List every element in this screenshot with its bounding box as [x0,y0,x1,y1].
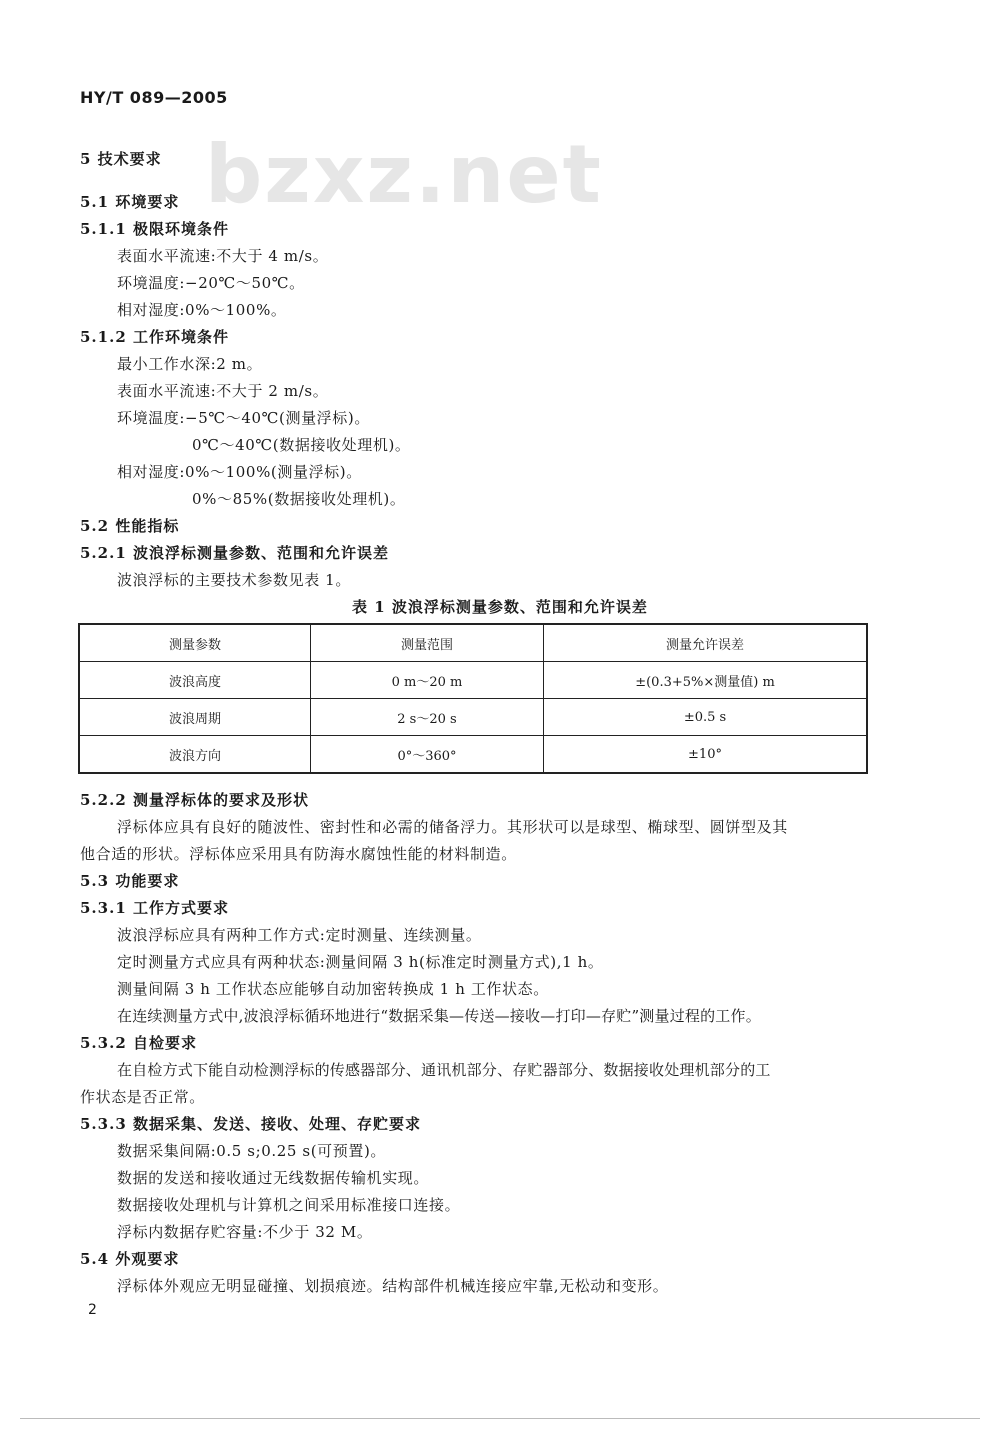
table-cell: 0°～360° [311,736,544,774]
section-5-3-3-title: 5.3.3 数据采集、发送、接收、处理、存贮要求 [80,1115,421,1133]
table-cell: ±(0.3+5%×测量值) m [544,662,868,699]
table-cell: ±0.5 s [544,699,868,736]
section-5-title: 5 技术要求 [80,150,162,168]
section-5-3-1-title: 5.3.1 工作方式要求 [80,899,229,917]
paragraph: 数据的发送和接收通过无线数据传输机实现。 [117,1169,430,1187]
paragraph: 0℃～40℃(数据接收处理机)。 [192,436,411,454]
paragraph: 环境温度:−20℃～50℃。 [117,274,305,292]
paragraph: 相对湿度:0%～100%(测量浮标)。 [117,463,362,481]
section-5-3-2-title: 5.3.2 自检要求 [80,1034,197,1052]
table-cell: 波浪高度 [79,662,311,699]
bottom-rule [20,1418,980,1419]
standard-number: HY/T 089—2005 [80,88,228,107]
paragraph: 浮标体应具有良好的随波性、密封性和必需的储备浮力。其形状可以是球型、椭球型、圆饼型及其 [117,818,788,836]
paragraph: 波浪浮标的主要技术参数见表 1。 [117,571,351,589]
table-row [79,699,867,736]
paragraph: 作状态是否正常。 [80,1088,205,1106]
paragraph: 测量间隔 3 h 工作状态应能够自动加密转换成 1 h 工作状态。 [117,980,549,998]
section-5-1-title: 5.1 环境要求 [80,193,180,211]
table-header-cell: 测量参数 [79,624,311,662]
paragraph: 表面水平流速:不大于 4 m/s。 [117,247,329,265]
section-5-3-title: 5.3 功能要求 [80,872,180,890]
table-1 [78,623,868,774]
paragraph: 浮标内数据存贮容量:不少于 32 M。 [117,1223,373,1241]
table-row [79,736,867,774]
table-header-row [79,624,867,662]
paragraph: 定时测量方式应具有两种状态:测量间隔 3 h(标准定时测量方式),1 h。 [117,953,604,971]
paragraph: 最小工作水深:2 m。 [117,355,263,373]
table-row [79,662,867,699]
paragraph: 表面水平流速:不大于 2 m/s。 [117,382,329,400]
table-cell: 2 s～20 s [311,699,544,736]
section-5-1-1-title: 5.1.1 极限环境条件 [80,220,229,238]
paragraph: 浮标体外观应无明显碰撞、划损痕迹。结构部件机械连接应牢靠,无松动和变形。 [117,1277,669,1295]
paragraph: 环境温度:−5℃～40℃(测量浮标)。 [117,409,370,427]
paragraph: 在自检方式下能自动检测浮标的传感器部分、通讯机部分、存贮器部分、数据接收处理机部分的工 [117,1061,771,1079]
table-header-cell: 测量范围 [311,624,544,662]
table-cell: 波浪周期 [79,699,311,736]
section-5-4-title: 5.4 外观要求 [80,1250,180,1268]
table-cell: 0 m～20 m [311,662,544,699]
paragraph: 数据采集间隔:0.5 s;0.25 s(可预置)。 [117,1142,386,1160]
watermark: bzxz.net [205,128,603,221]
paragraph: 波浪浮标应具有两种工作方式:定时测量、连续测量。 [117,926,482,944]
table-cell: 波浪方向 [79,736,311,774]
paragraph: 他合适的形状。浮标体应采用具有防海水腐蚀性能的材料制造。 [80,845,517,863]
section-5-1-2-title: 5.1.2 工作环境条件 [80,328,229,346]
paragraph: 0%～85%(数据接收处理机)。 [192,490,406,508]
page-number: 2 [88,1302,97,1318]
table-1-caption: 表 1 波浪浮标测量参数、范围和允许误差 [352,598,648,616]
table-cell: ±10° [544,736,868,774]
section-5-2-1-title: 5.2.1 波浪浮标测量参数、范围和允许误差 [80,544,389,562]
paragraph: 在连续测量方式中,波浪浮标循环地进行“数据采集—传送—接收—打印—存贮”测量过程的工作。 [117,1007,761,1025]
table-header-cell: 测量允许误差 [544,624,868,662]
section-5-2-title: 5.2 性能指标 [80,517,180,535]
paragraph: 数据接收处理机与计算机之间采用标准接口连接。 [117,1196,461,1214]
section-5-2-2-title: 5.2.2 测量浮标体的要求及形状 [80,791,309,809]
paragraph: 相对湿度:0%～100%。 [117,301,287,319]
